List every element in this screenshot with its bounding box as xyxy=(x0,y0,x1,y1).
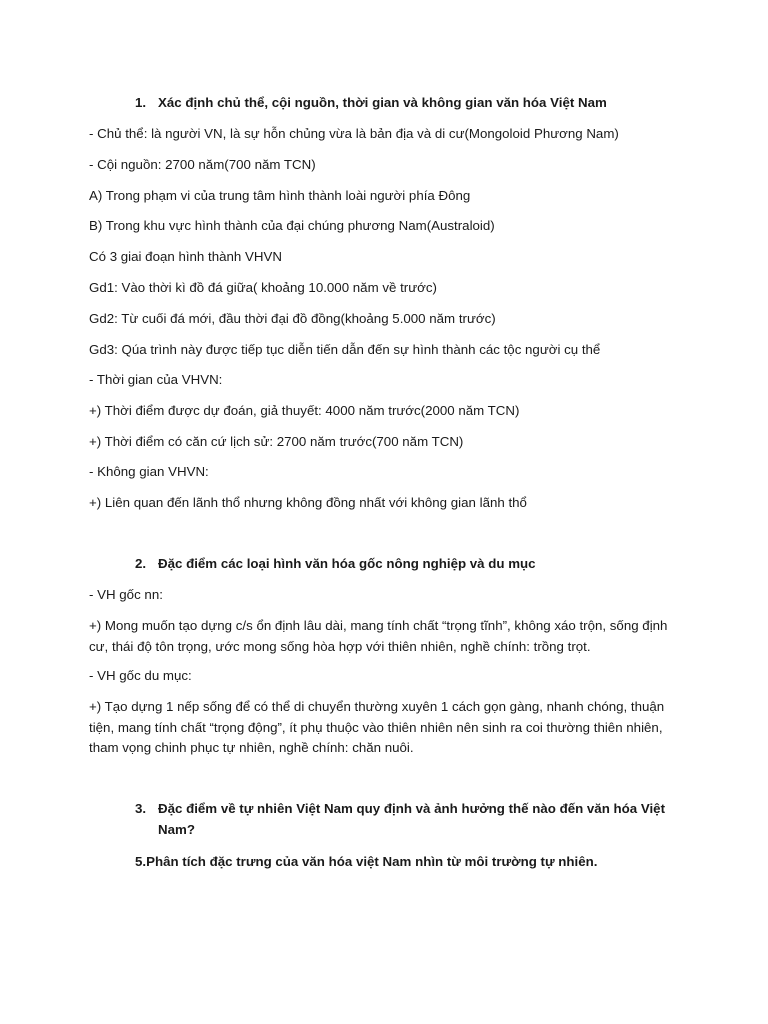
heading-5: 5.Phân tích đặc trưng của văn hóa việt Nam nhìn từ môi trường tự nhiên. xyxy=(135,854,598,869)
paragraph: - Chủ thể: là người VN, là sự hỗn chủng vừa là bản địa và di cư(Mongoloid Phương Nam) xyxy=(89,126,619,141)
heading-2 xyxy=(135,554,536,575)
paragraph: +) Thời điểm có căn cứ lịch sử: 2700 năm trước(700 năm TCN) xyxy=(89,434,464,449)
paragraph: +) Mong muốn tạo dựng c/s ổn định lâu dài, mang tính chất “trọng tĩnh”, không xáo trộn, sống định cư, thái độ tôn trọng, ước mong sống hòa hợp với thiên nhiên, nghề chính: trồng trọt. xyxy=(89,618,668,654)
paragraph: - VH gốc du mục: xyxy=(89,668,192,683)
heading-text: Xác định chủ thể, cội nguồn, thời gian và không gian văn hóa Việt Nam xyxy=(158,95,607,110)
paragraph: Gd2: Từ cuối đá mới, đầu thời đại đồ đồng(khoảng 5.000 năm trước) xyxy=(89,311,496,326)
paragraph: +) Liên quan đến lãnh thổ nhưng không đồng nhất với không gian lãnh thổ xyxy=(89,495,527,510)
paragraph: Gd1: Vào thời kì đồ đá giữa( khoảng 10.000 năm về trước) xyxy=(89,280,437,295)
paragraph: B) Trong khu vực hình thành của đại chúng phương Nam(Australoid) xyxy=(89,218,495,233)
paragraph: Có 3 giai đoạn hình thành VHVN xyxy=(89,249,282,264)
paragraph: +) Thời điểm được dự đoán, giả thuyết: 4000 năm trước(2000 năm TCN) xyxy=(89,403,520,418)
heading-number: 1. xyxy=(135,95,147,110)
paragraph: - VH gốc nn: xyxy=(89,587,163,602)
paragraph: - Cội nguồn: 2700 năm(700 năm TCN) xyxy=(89,157,316,172)
heading-text: Đặc điểm các loại hình văn hóa gốc nông nghiệp và du mục xyxy=(158,556,536,571)
heading-1 xyxy=(135,93,607,114)
heading-number: 3. xyxy=(135,801,147,816)
heading-3 xyxy=(135,799,675,840)
paragraph: - Không gian VHVN: xyxy=(89,464,209,479)
heading-text: Đặc điểm về tự nhiên Việt Nam quy định và ảnh hưởng thế nào đến văn hóa Việt Nam? xyxy=(158,801,666,837)
paragraph: A) Trong phạm vi của trung tâm hình thành loài người phía Đông xyxy=(89,188,471,203)
paragraph: - Thời gian của VHVN: xyxy=(89,372,223,387)
paragraph: Gd3: Qúa trình này được tiếp tục diễn tiến dẫn đến sự hình thành các tộc người cụ thể xyxy=(89,342,601,357)
paragraph: +) Tạo dựng 1 nếp sống để có thể di chuyển thường xuyên 1 cách gọn gàng, nhanh chóng, thuận tiện, mang tính chất “trọng động”, ít phụ thuộc vào thiên nhiên nên sinh ra coi thường thiên nhiên, tham vọng chinh phục tự nhiên, nghề chính: chăn nuôi. xyxy=(89,699,665,755)
heading-number: 2. xyxy=(135,556,147,571)
